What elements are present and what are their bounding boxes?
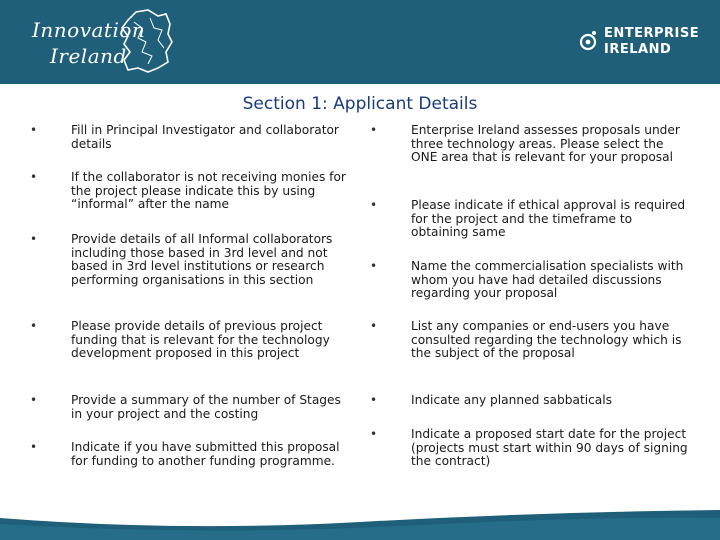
list-item-text: Indicate a proposed start date for the project (projects must start within 90 days of signing the contract) [411, 427, 688, 469]
list-item-text: Name the commercialisation specialists with whom you have had detailed discussions regarding your proposal [411, 259, 684, 301]
list-item-text: Provide details of all Informal collaborators including those based in 3rd level and not based in 3rd level institutions or research performing organisations in this section [71, 232, 333, 287]
enterprise-ireland-logo [578, 24, 708, 64]
bullet-marker: • [30, 319, 38, 333]
list-item-text: Indicate if you have submitted this proposal for funding to another funding programme. [71, 440, 340, 468]
page-title: Section 1: Applicant Details [242, 94, 478, 114]
logo-word-enterprise: ENTERPRISE [604, 26, 700, 41]
list-item-text: Fill in Principal Investigator and collaborator details [71, 123, 339, 151]
bullet-marker: • [370, 259, 378, 273]
bullet-marker: • [30, 393, 38, 407]
ireland-map-icon [118, 8, 176, 74]
list-item-text: List any companies or end-users you have consulted regarding the technology which is the subject of the proposal [411, 319, 682, 361]
bullet-marker: • [370, 319, 378, 333]
list-item-text: Please indicate if ethical approval is required for the project and the timeframe to obtaining same [411, 198, 686, 240]
list-item-text: Enterprise Ireland assesses proposals under three technology areas. Please select the ONE area that is relevant for your proposal [411, 123, 680, 165]
list-item-text: Provide a summary of the number of Stages in your project and the costing [71, 393, 341, 421]
innovation-ireland-logo [28, 8, 208, 74]
bullet-marker: • [30, 170, 38, 184]
logo-line-1: Innovation [32, 18, 146, 42]
logo-word-ireland: IRELAND [604, 42, 672, 57]
list-item-text: Indicate any planned sabbaticals [411, 393, 613, 407]
list-item-text: Please provide details of previous project funding that is relevant for the technology development proposed in this project [71, 319, 330, 361]
spiral-logo-icon [578, 30, 598, 52]
bullet-marker: • [30, 123, 38, 137]
bullet-marker: • [370, 427, 378, 441]
bullet-marker: • [370, 198, 378, 212]
bullet-marker: • [370, 393, 378, 407]
bullet-marker: • [370, 123, 378, 137]
bullet-marker: • [30, 232, 38, 246]
footer-wave [0, 510, 720, 540]
logo-line-2: Ireland [50, 44, 127, 68]
header-bar [0, 0, 720, 84]
bullet-marker: • [30, 440, 38, 454]
list-item-text: If the collaborator is not receiving monies for the project please indicate this by using “informal” after the name [71, 170, 346, 212]
